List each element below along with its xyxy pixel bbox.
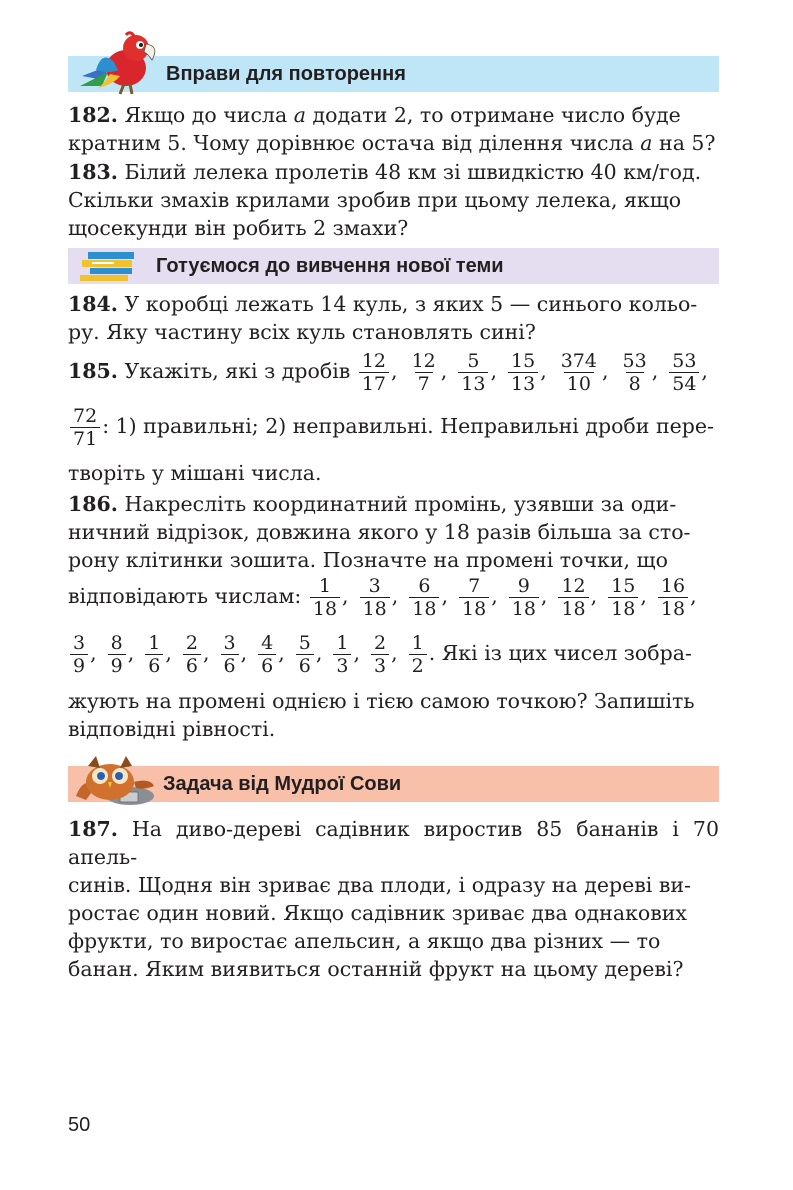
fraction-separator: , <box>690 584 697 608</box>
exercise-number: 187. <box>68 817 118 841</box>
exercise-186-tail: жують на промені однією і тією самою точкою? Запишіть відповідні рівності. <box>68 689 695 741</box>
fraction-separator: , <box>440 359 448 383</box>
exercise-number: 186. <box>68 492 118 516</box>
fraction: $\frac{9}{18}$ <box>509 575 539 620</box>
fraction: $\frac{3}{9}$ <box>70 632 88 677</box>
fraction: $\frac{374}{10}$ <box>560 350 597 395</box>
fraction: $\frac{8}{9}$ <box>108 632 126 677</box>
fraction-separator: , <box>491 584 498 608</box>
fraction-separator: , <box>441 584 449 608</box>
fraction: $\frac{12}{17}$ <box>359 350 389 395</box>
fraction: $\frac{15}{13}$ <box>508 350 538 395</box>
fraction-separator: , <box>353 641 360 665</box>
exercise-184: 184. У коробці лежать 14 куль, з яких 5 — синього кольо- ру. Яку частину всіх куль становлять сині? <box>68 292 698 344</box>
fraction: $\frac{15}{18}$ <box>608 575 638 620</box>
variable-a: a <box>293 103 306 127</box>
fraction: $\frac{53}{54}$ <box>669 350 699 395</box>
fraction: $\frac{12}{7}$ <box>411 350 436 395</box>
fraction: $\frac{4}{6}$ <box>258 632 276 677</box>
fraction-separator: , <box>90 641 97 665</box>
fraction-separator: , <box>165 641 172 665</box>
fraction-separator: , <box>342 584 349 608</box>
fraction: $\frac{2}{6}$ <box>183 632 201 677</box>
fraction-separator: , <box>278 641 285 665</box>
fraction: $\frac{1}{18}$ <box>310 575 340 620</box>
fraction: $\frac{1}{2}$ <box>409 632 427 677</box>
fraction-separator: , <box>315 641 323 665</box>
section-title-prepare: Готуємося до вивчення нової теми <box>156 255 504 277</box>
fraction-separator: , <box>391 641 398 665</box>
fraction-separator: , <box>240 641 248 665</box>
fraction-separator: , <box>651 359 659 383</box>
books-icon <box>78 250 138 282</box>
exercise-number: 184. <box>68 292 118 316</box>
fraction-separator: , <box>540 584 548 608</box>
parrot-icon <box>74 30 166 98</box>
fraction-separator: , <box>701 359 708 383</box>
page-number: 50 <box>68 1114 91 1136</box>
fraction: $\frac{53}{8}$ <box>622 350 647 395</box>
variable-a: a <box>640 131 653 155</box>
fraction: $\frac{16}{18}$ <box>658 575 688 620</box>
exercise-185-line1: 185. Укажіть, які з дробів $\frac{12}{17}$ , $\frac{12}{7}$ , $\frac{5}{13}$ , $\frac{15}{13}$ , $\frac{374}{10}$ , $\frac{53}{8}$ , $\frac{53}{54}$ , <box>68 350 717 395</box>
exercise-183: 183. Білий лелека пролетів 48 км зі швидкістю 40 км/год. Скільки змахів крилами зробив при цьому лелека, якщо щосекунди він робить 2 змахи? <box>68 160 702 240</box>
fraction-separator: , <box>640 584 647 608</box>
section-title-repeat: Вправи для повторення <box>166 63 406 85</box>
exercise-186-line5: $\frac{3}{9}$ , $\frac{8}{9}$ , $\frac{1}{6}$ , $\frac{2}{6}$ , $\frac{3}{6}$ , $\frac{4}{6}$ , $\frac{5}{6}$ , $\frac{1}{3}$ , $\frac{2}{3}$ , $\frac{1}{2}$ . Які із цих чисел зобра- <box>68 632 692 677</box>
fraction: $\frac{1}{3}$ <box>333 632 351 677</box>
fraction-separator: , <box>391 359 398 383</box>
exercise-number: 182. <box>68 103 118 127</box>
fraction-separator: , <box>202 641 210 665</box>
fraction-separator: , <box>490 359 497 383</box>
exercise-185-line3: творіть у мішані числа. <box>68 461 322 485</box>
fraction-separator: , <box>601 359 609 383</box>
exercise-186: 186. Накресліть координатний промінь, узявши за оди- ничний відрізок, довжина якого у 18 разів більша за сто- рону клітинки зошита. Позначте на промені точки, що <box>68 492 691 572</box>
section-title-owl: Задача від Мудрої Сови <box>163 773 402 795</box>
exercise-185-line2: $\frac{72}{71}$ : 1) правильні; 2) неправильні. Неправильні дроби пере- <box>68 405 714 450</box>
exercise-182: 182. Якщо до числа a додати 2, то отримане число буде кратним 5. Чому дорівнює остача від ділення числа a на 5? <box>68 103 716 155</box>
fraction: $\frac{1}{6}$ <box>145 632 163 677</box>
fraction: $\frac{72}{71}$ <box>70 405 100 450</box>
fraction: $\frac{3}{6}$ <box>221 632 239 677</box>
fraction: $\frac{2}{3}$ <box>371 632 389 677</box>
fraction-separator: , <box>540 359 547 383</box>
fraction: $\frac{3}{18}$ <box>360 575 390 620</box>
fraction-separator: , <box>590 584 598 608</box>
fraction: $\frac{5}{13}$ <box>458 350 488 395</box>
owl-icon <box>70 752 160 808</box>
exercise-187: 187. На диво-дереві садівник виростив 85 бананів і 70 апель- синів. Щодня він зриває два плоди, і одразу на дереві ви- ростає один новий. Якщо садівник зриває два однакових фрукти, то виростає апельсин, а якщо два різних — то банан. Яким виявиться останній фрукт на цьому дереві? <box>68 817 719 981</box>
exercise-number: 183. <box>68 160 118 184</box>
fraction: $\frac{12}{18}$ <box>558 575 588 620</box>
fraction: $\frac{5}{6}$ <box>296 632 314 677</box>
fraction-separator: , <box>391 584 399 608</box>
exercise-number: 185. <box>68 359 118 383</box>
fraction-separator: , <box>127 641 135 665</box>
exercise-186-line4: відповідають числам: $\frac{1}{18}$ , $\frac{3}{18}$ , $\frac{6}{18}$ , $\frac{7}{18}$ , $\frac{9}{18}$ , $\frac{12}{18}$ , $\frac{15}{18}$ , $\frac{16}{18}$ , <box>68 575 706 620</box>
fraction: $\frac{7}{18}$ <box>459 575 489 620</box>
fraction: $\frac{6}{18}$ <box>409 575 439 620</box>
